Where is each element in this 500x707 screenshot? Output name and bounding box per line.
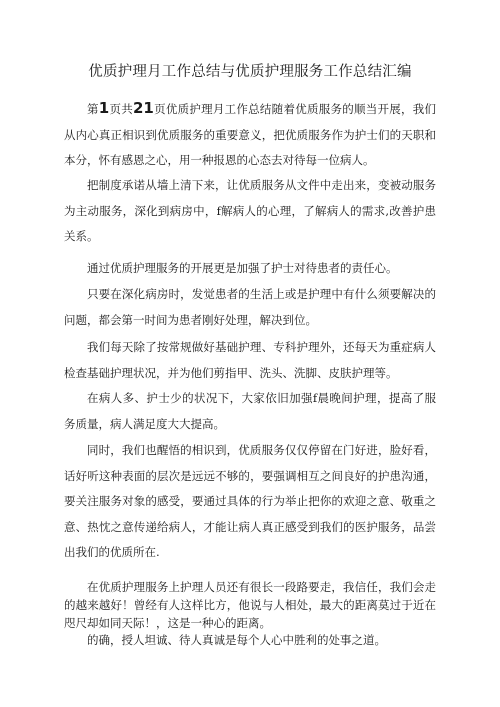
paragraph: 通过优质护理服务的开展更是加强了护士对待患者的责任心。 (87, 261, 398, 275)
document-title: 优质护理月工作总结与优质护理服务工作总结汇编 (88, 64, 412, 80)
page-suffix: 页优质护理月工作总结随着优质服务的顺当开展，我们从内心真正相识到优质服务的重要意义，把优质服务作为护士们的天职和本分，怀有感恩之心，用一种报恩的心态去对待每一位病人。 (64, 102, 437, 167)
paragraph: 同时，我们也醒悟的相识到，优质服务仅仅停留在门好进，脸好看，话好听这种表面的层次是远远不够的，要强调相互之间良好的护患沟通，要关注服务对象的感受，要通过具体的行为举止把你的欢迎之意、敬重之意、热忱之意传递给病人，才能让病人真正感受到我们的医护服务，品尝出我们的优质所在. (64, 443, 436, 559)
page-mid: 页共 (109, 102, 133, 116)
page-total: 21 (132, 99, 154, 117)
paragraph: 把制度承诺从墙上清下来，让优质服务从文件中走出来，变被动服务为主动服务，深化到病房中，f解病人的心理，了解病人的需求,改善护患关系。 (64, 178, 436, 243)
paragraph: 在优质护理服务上护理人员还有很长一段路要走，我信任，我们会走的越来越好！曾经有人这样比方，他说与人相处，最大的距离莫过于近在咫尺却如同天际！，这是一种心的距离。 (64, 580, 436, 630)
paragraph: 的确，授人坦诚、待人真诚是每个人心中胜利的处事之道。 (87, 633, 386, 647)
page-current: 1 (98, 99, 110, 117)
paragraph: 只要在深化病房时，发觉患者的生活上或是护理中有什么须要解决的问题，都会第一时间为患者刚好处理，解决到位。 (64, 287, 436, 327)
page-prefix: 第 (87, 102, 99, 116)
paragraph-intro (64, 96, 436, 174)
paragraph: 在病人多、护士少的状况下，大家依旧加强f晨晚间护理，提高了服务质量，病人满足度大大提高。 (64, 391, 436, 431)
paragraph: 我们每天除了按常规做好基础护理、专科护理外，还每天为重症病人检查基础护理状况，并为他们剪指甲、洗头、洗脚、皮肤护理等。 (64, 340, 436, 380)
